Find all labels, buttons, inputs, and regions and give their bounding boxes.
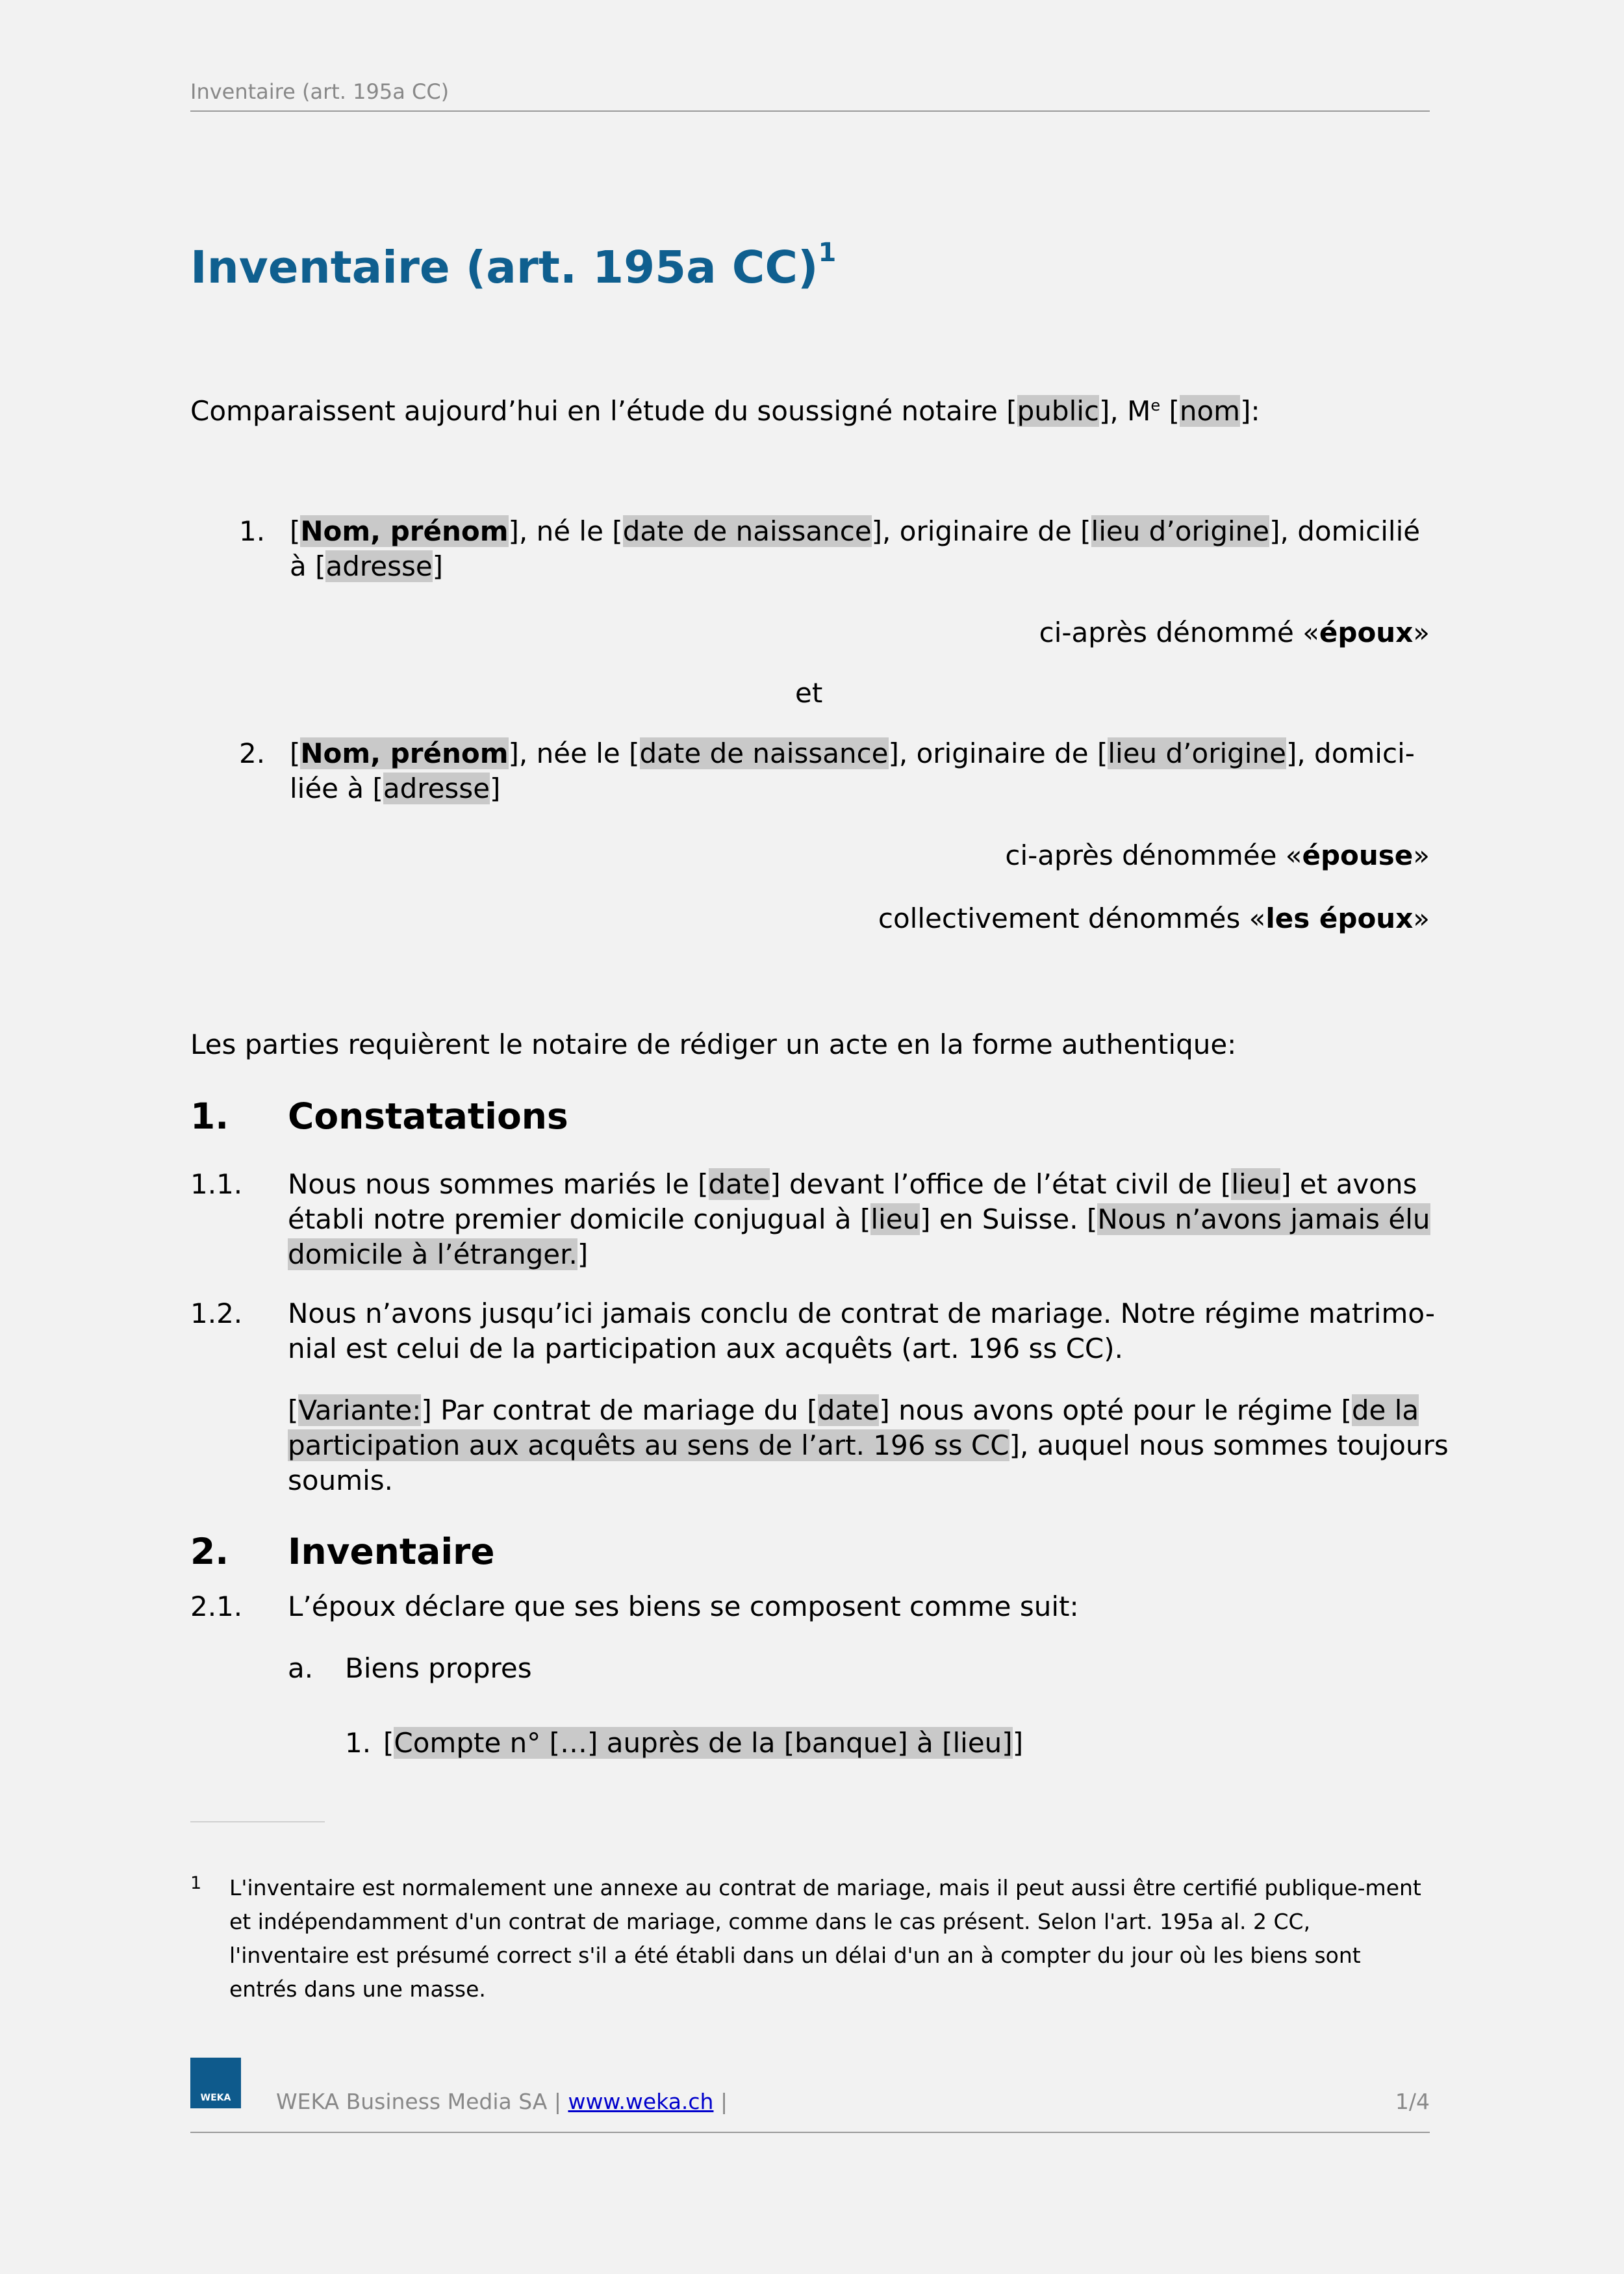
section-1-number: 1. xyxy=(190,1095,229,1137)
placeholder-regime[interactable]: participation aux acquêts au sens de l’art. 196 ss CC xyxy=(288,1429,1009,1461)
placeholder-name[interactable]: Nom, prénom xyxy=(300,737,509,769)
title-footnote-ref[interactable]: 1 xyxy=(818,238,837,268)
footer-text: WEKA Business Media SA | www.weka.ch | xyxy=(276,2089,728,2114)
placeholder-date[interactable]: date xyxy=(817,1394,880,1426)
weka-logo[interactable]: WEKA xyxy=(190,2058,241,2108)
placeholder-address[interactable]: adresse xyxy=(325,550,433,582)
footnote-divider xyxy=(190,1821,325,1822)
party-2-designation: ci-après dénommée «épouse» xyxy=(1005,839,1430,871)
clause-1-1-line-2: établi notre premier domicile conjugual à [lieu] en Suisse. [Nous n’avons jamais élu xyxy=(288,1203,1430,1235)
weka-link[interactable]: www.weka.ch xyxy=(568,2089,714,2114)
placeholder-account[interactable]: Compte n° […] auprès de la [banque] à [lieu] xyxy=(394,1727,1013,1759)
party-2-line-1: [Nom, prénom], née le [date de naissance], originaire de [lieu d’origine], domici- xyxy=(290,737,1415,769)
collective-designation: collectivement dénommés «les époux» xyxy=(878,902,1430,934)
item-1-text: [Compte n° […] auprès de la [banque] à [lieu]] xyxy=(383,1727,1024,1759)
variant-line-1: [Variante:] Par contrat de mariage du [date] nous avons opté pour le régime [de la xyxy=(288,1394,1419,1426)
clause-1-1-line-3: domicile à l’étranger.] xyxy=(288,1238,589,1270)
clause-1-2-line-1: Nous n’avons jusqu’ici jamais conclu de contrat de mariage. Notre régime matrimo- xyxy=(288,1297,1436,1329)
clause-1-2-number: 1.2. xyxy=(190,1297,243,1329)
placeholder-lieu[interactable]: lieu xyxy=(870,1203,920,1235)
clause-1-1-line-1: Nous nous sommes mariés le [date] devant l’office de l’état civil de [lieu] et avons xyxy=(288,1168,1417,1200)
placeholder-name[interactable]: Nom, prénom xyxy=(300,515,509,547)
clause-1-2-line-2: nial est celui de la participation aux acquêts (art. 196 ss CC). xyxy=(288,1333,1123,1364)
footnote-mark: 1 xyxy=(190,1873,202,1893)
placeholder-public[interactable]: public xyxy=(1017,395,1100,427)
section-1-title: Constatations xyxy=(288,1095,568,1137)
placeholder-variant-label[interactable]: Variante: xyxy=(298,1394,422,1426)
placeholder-option[interactable]: Nous n’avons jamais élu xyxy=(1097,1203,1430,1235)
variant-line-3: soumis. xyxy=(288,1464,394,1496)
party-2-line-2: liée à [adresse] xyxy=(290,773,501,804)
footer-divider xyxy=(190,2132,1430,2133)
section-2-title: Inventaire xyxy=(288,1531,495,1572)
running-header: Inventaire (art. 195a CC) xyxy=(190,79,450,104)
item-a-text: Biens propres xyxy=(345,1652,532,1684)
item-a-label: a. xyxy=(288,1652,314,1684)
conjunction: et xyxy=(795,677,823,709)
placeholder-origin[interactable]: lieu d’origine xyxy=(1108,737,1286,769)
party-1-line-1: [Nom, prénom], né le [date de naissance], originaire de [lieu d’origine], domicilié xyxy=(290,515,1421,547)
placeholder-date[interactable]: date xyxy=(708,1168,770,1200)
variant-line-2: participation aux acquêts au sens de l’art. 196 ss CC], auquel nous sommes toujours xyxy=(288,1429,1449,1461)
placeholder-nom[interactable]: nom xyxy=(1179,395,1241,427)
placeholder-option[interactable]: domicile à l’étranger. xyxy=(288,1238,577,1270)
placeholder-regime[interactable]: de la xyxy=(1351,1394,1419,1426)
placeholder-lieu[interactable]: lieu xyxy=(1231,1168,1281,1200)
placeholder-origin[interactable]: lieu d’origine xyxy=(1091,515,1270,547)
clause-1-1-number: 1.1. xyxy=(190,1168,243,1200)
footnote-text: L'inventaire est normalement une annexe au contrat de mariage, mais il peut aussi être certifié publique-ment et indépendamment d'un contrat de mariage, comme dans le cas présent. Selon l'art. 195a al. 2 CC, l'inventaire est présumé correct s'il a été établi dans un délai d'un an à compter du jour où les biens sont entrés dans une masse. xyxy=(229,1875,1421,2002)
party-1-line-2: à [adresse] xyxy=(290,550,444,582)
clause-2-1-number: 2.1. xyxy=(190,1591,243,1622)
request-paragraph: Les parties requièrent le notaire de rédiger un acte en la forme authentique: xyxy=(190,1028,1237,1060)
page-number: 1/4 xyxy=(1395,2089,1430,2114)
page-title: Inventaire (art. 195a CC)$^1$ xyxy=(190,238,837,294)
party-1-designation: ci-après dénommé «époux» xyxy=(1039,617,1430,648)
placeholder-birthdate[interactable]: date de naissance xyxy=(639,737,889,769)
party-2-number: 2. xyxy=(239,737,266,769)
placeholder-address[interactable]: adresse xyxy=(383,773,490,804)
intro-paragraph: Comparaissent aujourd’hui en l’étude du soussigné notaire [public], Me [nom]: xyxy=(190,395,1260,427)
header-divider xyxy=(190,110,1430,112)
clause-2-1-text: L’époux déclare que ses biens se composent comme suit: xyxy=(288,1591,1079,1622)
section-2-number: 2. xyxy=(190,1531,229,1572)
placeholder-birthdate[interactable]: date de naissance xyxy=(622,515,872,547)
item-1-number: 1. xyxy=(345,1727,372,1759)
party-1-number: 1. xyxy=(239,515,266,547)
